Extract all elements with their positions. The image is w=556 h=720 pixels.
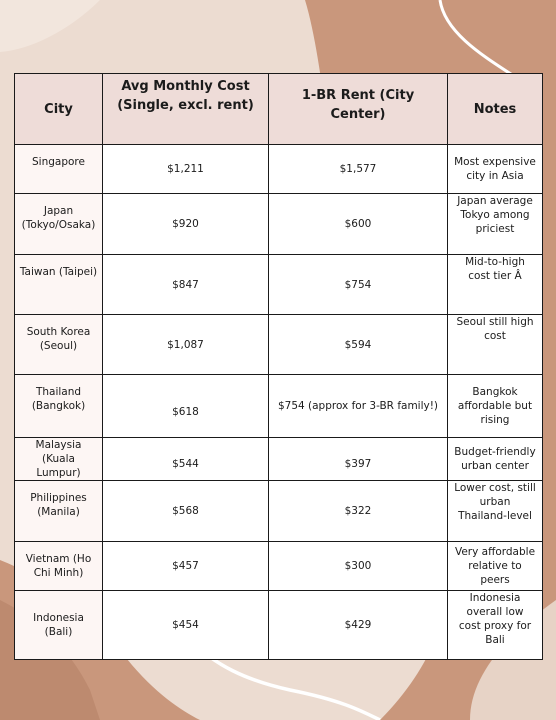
cell-rent: $429 [269,591,448,660]
cell-city: Malaysia (Kuala Lumpur) [15,438,103,481]
cell-city: Vietnam (Ho Chi Minh) [15,542,103,591]
cell-avg-cost: $544 [103,438,269,481]
table-row [15,194,543,255]
cell-city: Indonesia (Bali) [15,591,103,660]
table-row [15,315,543,375]
header-city: City [15,74,103,145]
table-row [15,255,543,315]
cell-avg-cost: $1,211 [103,145,269,194]
header-avg-cost-line2: (Single, excl. rent) [117,98,254,113]
cell-notes: Very affordable relative to peers [448,542,543,591]
table-row [15,591,543,660]
table-row [15,481,543,542]
cell-city: Philippines (Manila) [15,481,103,542]
cell-avg-cost: $618 [103,375,269,438]
table-row [15,375,543,438]
cell-avg-cost: $920 [103,194,269,255]
cell-notes: Mid-to-high cost tier Â [448,255,543,315]
cell-city: Singapore [15,145,103,194]
cell-city: Taiwan (Taipei) [15,255,103,315]
cost-of-living-table-container [14,73,542,646]
cell-avg-cost: $457 [103,542,269,591]
cell-notes: Japan average Tokyo among priciest [448,194,543,255]
cell-rent: $397 [269,438,448,481]
table-row [15,542,543,591]
header-avg-cost-line1: Avg Monthly Cost [121,79,250,94]
header-avg-monthly-cost [103,74,269,145]
cell-rent: $1,577 [269,145,448,194]
cell-city: Thailand (Bangkok) [15,375,103,438]
cell-notes: Indonesia overall low cost proxy for Bali [448,591,543,660]
cell-rent: $600 [269,194,448,255]
cell-rent: $300 [269,542,448,591]
cell-avg-cost: $454 [103,591,269,660]
cell-avg-cost: $568 [103,481,269,542]
cost-of-living-table [14,73,543,660]
table-row [15,438,543,481]
cell-rent: $322 [269,481,448,542]
cell-rent: $594 [269,315,448,375]
top-left-blob [0,0,100,52]
cell-city: Japan (Tokyo/Osaka) [15,194,103,255]
cell-avg-cost: $847 [103,255,269,315]
table-row [15,145,543,194]
cell-rent: $754 (approx for 3-BR family!) [269,375,448,438]
cell-notes: Seoul still high cost [448,315,543,375]
cell-city: South Korea (Seoul) [15,315,103,375]
cell-notes: Most expensive city in Asia [448,145,543,194]
header-rent: 1-BR Rent (City Center) [269,74,448,145]
table-header-row [15,74,543,145]
cell-notes: Lower cost, still urban Thailand-level [448,481,543,542]
cell-avg-cost: $1,087 [103,315,269,375]
cell-rent: $754 [269,255,448,315]
cell-notes: Bangkok affordable but rising [448,375,543,438]
header-notes: Notes [448,74,543,145]
cell-notes: Budget-friendly urban center [448,438,543,481]
